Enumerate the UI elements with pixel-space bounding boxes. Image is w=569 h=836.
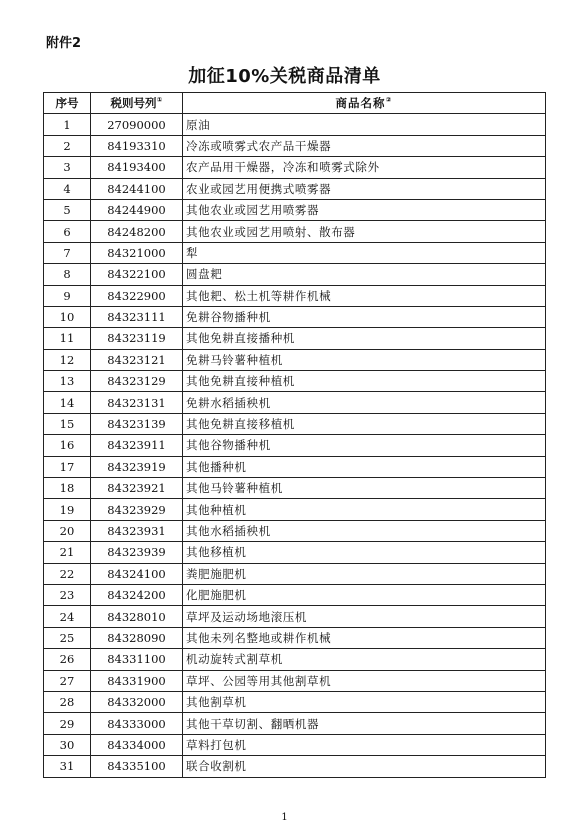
cell-product-name: 其他免耕直接播种机 [183, 328, 546, 349]
cell-seq: 28 [44, 691, 91, 712]
cell-tariff-code: 84328090 [91, 627, 183, 648]
cell-product-name: 其他谷物播种机 [183, 435, 546, 456]
cell-product-name: 圆盘耙 [183, 264, 546, 285]
cell-product-name: 其他割草机 [183, 691, 546, 712]
table-row [44, 264, 546, 285]
cell-tariff-code: 84324200 [91, 584, 183, 605]
cell-seq: 9 [44, 285, 91, 306]
cell-tariff-code: 84331100 [91, 649, 183, 670]
cell-tariff-code: 84331900 [91, 670, 183, 691]
cell-tariff-code: 84324100 [91, 563, 183, 584]
table-row [44, 563, 546, 584]
cell-tariff-code: 84323939 [91, 542, 183, 563]
table-row [44, 649, 546, 670]
cell-seq: 17 [44, 456, 91, 477]
cell-product-name: 其他马铃薯种植机 [183, 478, 546, 499]
table-row [44, 178, 546, 199]
cell-tariff-code: 84332000 [91, 691, 183, 712]
cell-product-name: 犁 [183, 242, 546, 263]
cell-tariff-code: 84323121 [91, 349, 183, 370]
table-header-row [44, 93, 546, 114]
table-row [44, 435, 546, 456]
table-row [44, 542, 546, 563]
cell-seq: 29 [44, 713, 91, 734]
column-header-label: 序号 [55, 96, 79, 111]
table-row [44, 349, 546, 370]
cell-seq: 15 [44, 413, 91, 434]
table-row [44, 285, 546, 306]
cell-seq: 7 [44, 242, 91, 263]
cell-seq: 19 [44, 499, 91, 520]
cell-tariff-code: 84248200 [91, 221, 183, 242]
column-header-label: 税则号列 [110, 96, 157, 111]
cell-seq: 23 [44, 584, 91, 605]
cell-product-name: 免耕谷物播种机 [183, 306, 546, 327]
cell-product-name: 其他农业或园艺用喷雾器 [183, 199, 546, 220]
table-row [44, 627, 546, 648]
cell-seq: 14 [44, 392, 91, 413]
cell-product-name: 草坪及运动场地滚压机 [183, 606, 546, 627]
cell-product-name: 草坪、公园等用其他割草机 [183, 670, 546, 691]
cell-tariff-code: 84323921 [91, 478, 183, 499]
cell-tariff-code: 84322100 [91, 264, 183, 285]
cell-seq: 26 [44, 649, 91, 670]
cell-tariff-code: 84328010 [91, 606, 183, 627]
cell-product-name: 农产品用干燥器，冷冻和喷雾式除外 [183, 157, 546, 178]
table-row [44, 199, 546, 220]
column-header-label: 商品名称 [335, 96, 386, 111]
cell-seq: 10 [44, 306, 91, 327]
cell-product-name: 农业或园艺用便携式喷雾器 [183, 178, 546, 199]
table-row [44, 413, 546, 434]
cell-seq: 21 [44, 542, 91, 563]
cell-seq: 20 [44, 520, 91, 541]
cell-tariff-code: 84323929 [91, 499, 183, 520]
cell-product-name: 其他种植机 [183, 499, 546, 520]
table-row [44, 478, 546, 499]
cell-seq: 22 [44, 563, 91, 584]
cell-product-name: 冷冻或喷雾式农产品干燥器 [183, 135, 546, 156]
cell-product-name: 联合收割机 [183, 756, 546, 777]
table-row [44, 306, 546, 327]
document-title: 加征10%关税商品清单 [188, 66, 381, 87]
cell-tariff-code: 84323931 [91, 520, 183, 541]
table-row [44, 713, 546, 734]
table-row [44, 114, 546, 135]
cell-product-name: 其他播种机 [183, 456, 546, 477]
cell-tariff-code: 84321000 [91, 242, 183, 263]
cell-seq: 12 [44, 349, 91, 370]
cell-seq: 5 [44, 199, 91, 220]
cell-tariff-code: 84335100 [91, 756, 183, 777]
cell-tariff-code: 84323131 [91, 392, 183, 413]
cell-seq: 30 [44, 734, 91, 755]
cell-seq: 25 [44, 627, 91, 648]
table-row [44, 606, 546, 627]
cell-product-name: 机动旋转式割草机 [183, 649, 546, 670]
cell-tariff-code: 84323919 [91, 456, 183, 477]
cell-tariff-code: 84323139 [91, 413, 183, 434]
footnote-marker: ① [156, 96, 163, 105]
cell-product-name: 化肥施肥机 [183, 584, 546, 605]
cell-product-name: 免耕水稻插秧机 [183, 392, 546, 413]
column-header-seq [44, 93, 91, 114]
cell-product-name: 其他移植机 [183, 542, 546, 563]
column-header-tariff-code [91, 93, 183, 114]
cell-seq: 31 [44, 756, 91, 777]
table-row [44, 371, 546, 392]
cell-product-name: 原油 [183, 114, 546, 135]
table-row [44, 328, 546, 349]
cell-tariff-code: 27090000 [91, 114, 183, 135]
table-row [44, 756, 546, 777]
table-row [44, 157, 546, 178]
cell-product-name: 其他耙、松土机等耕作机械 [183, 285, 546, 306]
cell-seq: 11 [44, 328, 91, 349]
cell-seq: 8 [44, 264, 91, 285]
cell-seq: 4 [44, 178, 91, 199]
tariff-list-table [43, 92, 546, 778]
table-row [44, 242, 546, 263]
cell-product-name: 草料打包机 [183, 734, 546, 755]
cell-tariff-code: 84193400 [91, 157, 183, 178]
cell-tariff-code: 84323111 [91, 306, 183, 327]
footnote-marker: ② [385, 96, 393, 105]
cell-product-name: 粪肥施肥机 [183, 563, 546, 584]
cell-product-name: 其他免耕直接移植机 [183, 413, 546, 434]
page-number: 1 [281, 812, 288, 823]
cell-product-name: 其他未列名整地或耕作机械 [183, 627, 546, 648]
cell-tariff-code: 84244900 [91, 199, 183, 220]
cell-product-name: 其他免耕直接种植机 [183, 371, 546, 392]
cell-tariff-code: 84323129 [91, 371, 183, 392]
table-row [44, 584, 546, 605]
cell-tariff-code: 84323119 [91, 328, 183, 349]
cell-tariff-code: 84244100 [91, 178, 183, 199]
table-row [44, 135, 546, 156]
cell-tariff-code: 84322900 [91, 285, 183, 306]
cell-seq: 27 [44, 670, 91, 691]
cell-product-name: 其他水稻插秧机 [183, 520, 546, 541]
cell-product-name: 其他干草切割、翻晒机器 [183, 713, 546, 734]
cell-product-name: 其他农业或园艺用喷射、散布器 [183, 221, 546, 242]
table-row [44, 670, 546, 691]
cell-seq: 16 [44, 435, 91, 456]
cell-seq: 6 [44, 221, 91, 242]
cell-tariff-code: 84323911 [91, 435, 183, 456]
cell-seq: 13 [44, 371, 91, 392]
table-row [44, 221, 546, 242]
table-row [44, 392, 546, 413]
table-row [44, 734, 546, 755]
column-header-product-name [183, 93, 546, 114]
cell-seq: 3 [44, 157, 91, 178]
table-row [44, 499, 546, 520]
cell-product-name: 免耕马铃薯种植机 [183, 349, 546, 370]
cell-seq: 24 [44, 606, 91, 627]
cell-tariff-code: 84333000 [91, 713, 183, 734]
table-row [44, 691, 546, 712]
table-row [44, 520, 546, 541]
table-row [44, 456, 546, 477]
cell-seq: 1 [44, 114, 91, 135]
cell-tariff-code: 84193310 [91, 135, 183, 156]
cell-seq: 2 [44, 135, 91, 156]
cell-seq: 18 [44, 478, 91, 499]
cell-tariff-code: 84334000 [91, 734, 183, 755]
attachment-label: 附件2 [46, 36, 82, 51]
